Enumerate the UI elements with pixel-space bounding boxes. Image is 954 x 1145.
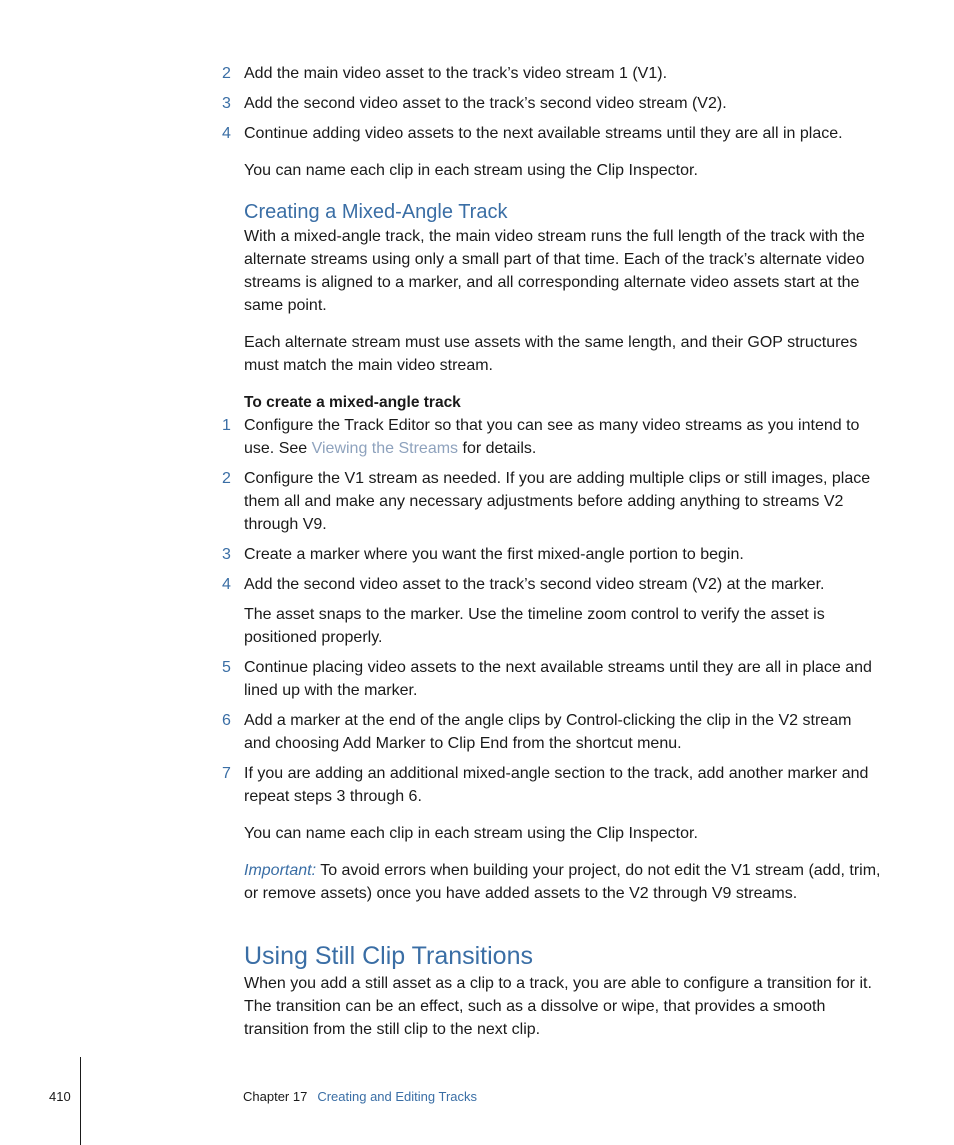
- step-4-top: [222, 122, 877, 145]
- step-number: 1: [222, 417, 231, 434]
- step-number: 2: [222, 65, 231, 82]
- step-text: Create a marker where you want the first mixed-angle portion to begin.: [244, 546, 744, 563]
- step-number: 3: [222, 546, 231, 563]
- paragraph-mixed-angle-intro: With a mixed-angle track, the main video stream runs the full length of the track with the alternate streams using only a small part of that time. Each of the track’s alternate video streams is aligned to a marker, and all corresponding alternate video assets start at the same point.: [244, 228, 865, 314]
- section-heading-still-clip: Using Still Clip Transitions: [244, 942, 533, 970]
- step-2-top: [222, 62, 877, 85]
- chapter-title: Creating and Editing Tracks: [317, 1089, 478, 1104]
- paragraph-still-clip: When you add a still asset as a clip to a track, you are able to configure a transition for it. The transition can be an effect, such as a dissolve or wipe, that provides a smooth transition from the still clip to the next clip.: [244, 975, 872, 1038]
- step-text: Add the second video asset to the track’s second video stream (V2).: [244, 95, 727, 112]
- page-number: 410: [49, 1089, 71, 1104]
- important-note: [244, 859, 884, 905]
- important-label: Important:: [244, 862, 317, 879]
- important-text: To avoid errors when building your project, do not edit the V1 stream (add, trim, or remove assets) once you have added assets to the V2 through V9 streams.: [244, 862, 881, 902]
- step-text: Add the main video asset to the track’s video stream 1 (V1).: [244, 65, 668, 82]
- step-text: Continue placing video assets to the next available streams until they are all in place and lined up with the marker.: [244, 659, 872, 699]
- step-3: [222, 543, 877, 566]
- step-number: 4: [222, 125, 231, 142]
- paragraph-gop: Each alternate stream must use assets with the same length, and their GOP structures must match the main video stream.: [244, 334, 858, 374]
- footer-chapter: [243, 1085, 477, 1108]
- task-heading: To create a mixed-angle track: [244, 394, 461, 411]
- viewing-streams-link[interactable]: Viewing the Streams: [311, 440, 459, 457]
- step-text: Continue adding video assets to the next available streams until they are all in place.: [244, 125, 843, 142]
- step-text-before: Configure the Track Editor so that you can see as many video streams as you intend to use. See: [244, 417, 860, 457]
- step-6: [222, 709, 877, 755]
- step-4: [222, 573, 877, 596]
- step-number: 6: [222, 712, 231, 729]
- note-paragraph: You can name each clip in each stream using the Clip Inspector.: [244, 162, 698, 179]
- step-3-top: [222, 92, 877, 115]
- step-number: 2: [222, 470, 231, 487]
- step-text: [244, 414, 877, 460]
- step-text: Configure the V1 stream as needed. If you are adding multiple clips or still images, place them all and make any necessary adjustments before adding anything to streams V2 through V9.: [244, 470, 871, 533]
- step-number: 7: [222, 765, 231, 782]
- step-number: 4: [222, 576, 231, 593]
- step-1: [222, 414, 877, 460]
- footer-divider: [80, 1057, 81, 1145]
- step-text: If you are adding an additional mixed-angle section to the track, add another marker and repeat steps 3 through 6.: [244, 765, 869, 805]
- step-text: Add the second video asset to the track’s second video stream (V2) at the marker.: [244, 576, 825, 593]
- step-7: [222, 762, 877, 808]
- chapter-label: Chapter 17: [243, 1089, 308, 1104]
- step-2: [222, 467, 877, 536]
- section-heading-mixed-angle: Creating a Mixed-Angle Track: [244, 201, 508, 223]
- step-number: 5: [222, 659, 231, 676]
- step-4-note: The asset snaps to the marker. Use the timeline zoom control to verify the asset is positioned properly.: [244, 606, 825, 646]
- step-text-after: for details.: [458, 440, 537, 457]
- step-number: 3: [222, 95, 231, 112]
- note-paragraph-2: You can name each clip in each stream using the Clip Inspector.: [244, 825, 698, 842]
- step-text: Add a marker at the end of the angle clips by Control-clicking the clip in the V2 stream and choosing Add Marker to Clip End from the shortcut menu.: [244, 712, 852, 752]
- step-5: [222, 656, 877, 702]
